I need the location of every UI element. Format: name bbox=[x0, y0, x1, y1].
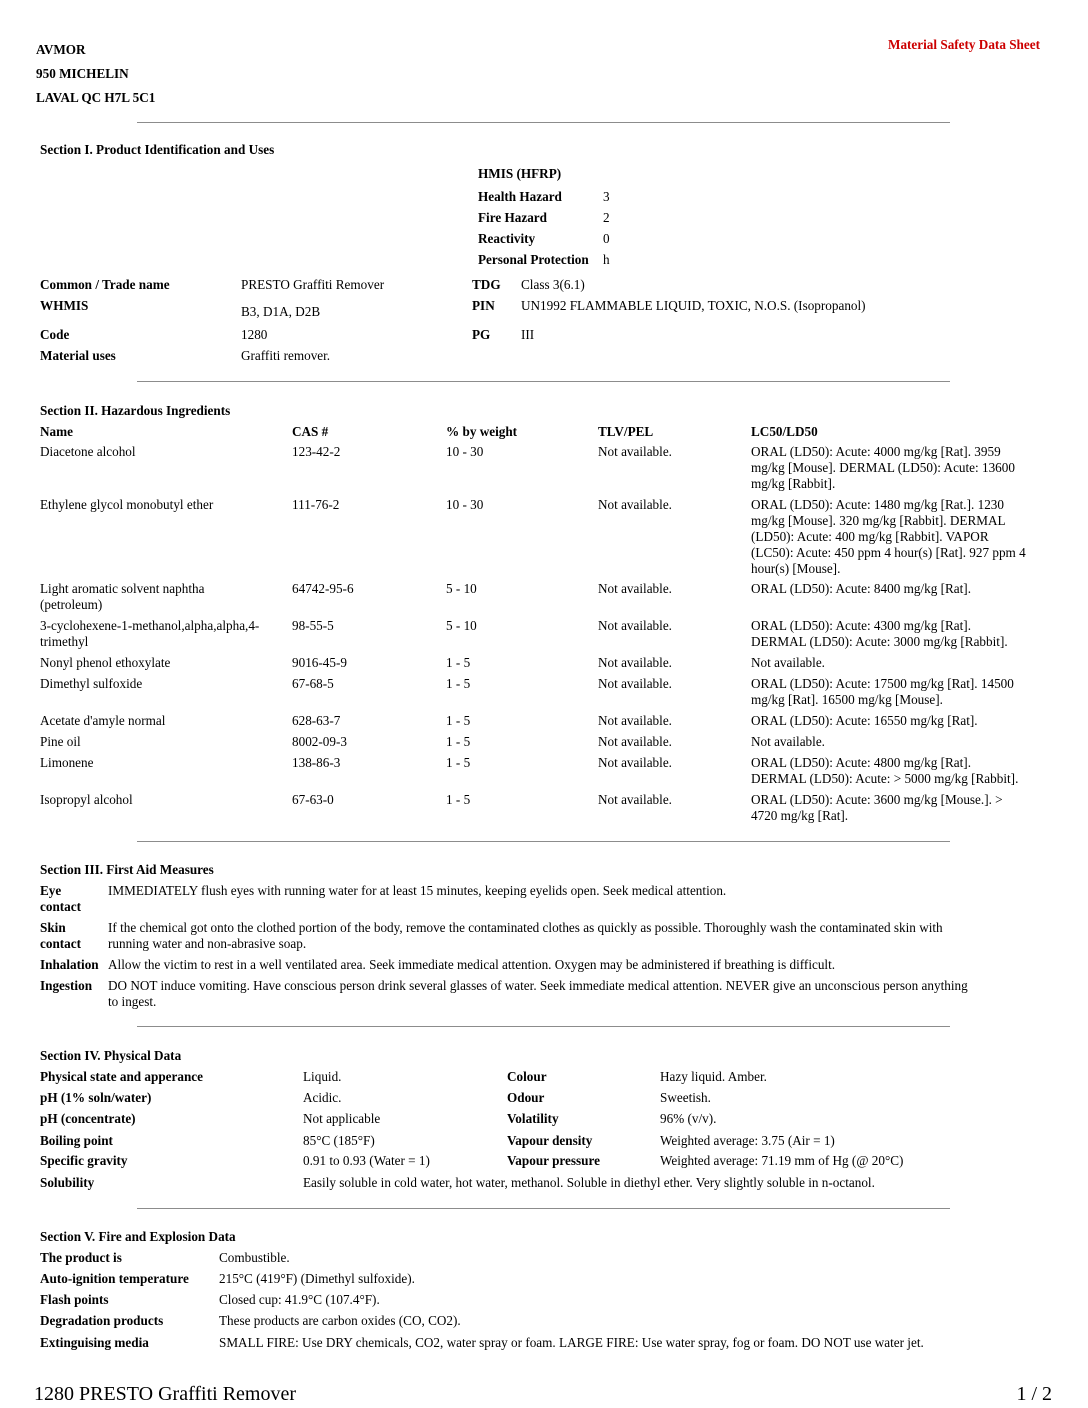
field-label: TDG bbox=[472, 277, 501, 292]
property-label: Volatility bbox=[507, 1111, 559, 1126]
section-heading: Section I. Product Identification and Uses bbox=[40, 142, 275, 157]
field-value: Graffiti remover. bbox=[241, 348, 331, 363]
first-aid-text bbox=[108, 957, 835, 973]
text-line: Nonyl phenol ethoxylate bbox=[40, 655, 171, 670]
page-number: 1 / 2 bbox=[1016, 1383, 1052, 1405]
first-aid-text bbox=[108, 978, 968, 1010]
ingredient-name bbox=[40, 734, 81, 750]
fire-value: SMALL FIRE: Use DRY chemicals, CO2, water spray or foam. LARGE FIRE: Use water spray, fog or foam. DO NOT use water jet. bbox=[219, 1335, 924, 1350]
company-city: LAVAL QC H7L 5C1 bbox=[36, 90, 156, 105]
ingredient-name bbox=[40, 792, 133, 808]
text-line: Not available. bbox=[751, 734, 825, 749]
text-line: IMMEDIATELY flush eyes with running water for at least 15 minutes, keeping eyelids open. Seek medical attention. bbox=[108, 883, 727, 898]
text-line: Inhalation bbox=[40, 957, 99, 972]
hmis-label: Health Hazard bbox=[478, 189, 562, 204]
text-line: Acetate d'amyle normal bbox=[40, 713, 166, 728]
text-line: Isopropyl alcohol bbox=[40, 792, 133, 807]
footer-product: 1280 PRESTO Graffiti Remover bbox=[34, 1383, 297, 1405]
hmis-heading: HMIS (HFRP) bbox=[478, 166, 562, 181]
text-line: contact bbox=[40, 899, 82, 914]
ingredient-lc50 bbox=[751, 581, 971, 597]
text-line: ORAL (LD50): Acute: 17500 mg/kg [Rat]. 14500 bbox=[751, 676, 1014, 691]
property-value: Sweetish. bbox=[660, 1090, 711, 1105]
property-value: Hazy liquid. Amber. bbox=[660, 1069, 767, 1084]
ingredient-name bbox=[40, 581, 204, 613]
ingredient-lc50 bbox=[751, 713, 978, 729]
text-line: DERMAL (LD50): Acute: > 5000 mg/kg [Rabbit]. bbox=[751, 771, 1019, 786]
field-value: UN1992 FLAMMABLE LIQUID, TOXIC, N.O.S. (Isopropanol) bbox=[521, 298, 866, 313]
text-line: Ingestion bbox=[40, 978, 93, 993]
text-line: mg/kg [Mouse]. DERMAL (LD50): Acute: 13600 bbox=[751, 460, 1015, 475]
column-header: Name bbox=[40, 424, 73, 439]
ingredient-tlv: Not available. bbox=[598, 713, 672, 728]
text-line: (LC50): Acute: 450 ppm 4 hour(s) [Rat]. 927 ppm 4 bbox=[751, 545, 1026, 560]
hmis-label: Fire Hazard bbox=[478, 210, 547, 225]
ingredient-tlv: Not available. bbox=[598, 655, 672, 670]
field-label: Code bbox=[40, 327, 70, 342]
fire-label: The product is bbox=[40, 1250, 122, 1265]
text-line: ORAL (LD50): Acute: 4800 mg/kg [Rat]. bbox=[751, 755, 972, 770]
property-value: 96% (v/v). bbox=[660, 1111, 717, 1126]
ingredient-name bbox=[40, 497, 213, 513]
property-label: Vapour density bbox=[507, 1133, 593, 1148]
text-line: 3-cyclohexene-1-methanol,alpha,alpha,4- bbox=[40, 618, 260, 633]
ingredient-name bbox=[40, 655, 170, 671]
property-label: pH (1% soln/water) bbox=[40, 1090, 152, 1105]
property-label: Physical state and apperance bbox=[40, 1069, 204, 1084]
ingredient-cas: 123-42-2 bbox=[292, 444, 341, 459]
text-line: 4720 mg/kg [Rat]. bbox=[751, 808, 849, 823]
ingredient-tlv: Not available. bbox=[598, 618, 672, 633]
property-label: Vapour pressure bbox=[507, 1153, 600, 1168]
field-value: PRESTO Graffiti Remover bbox=[241, 277, 385, 292]
ingredient-cas: 9016-45-9 bbox=[292, 655, 347, 670]
property-value: Acidic. bbox=[303, 1090, 342, 1105]
property-label: Colour bbox=[507, 1069, 547, 1084]
first-aid-label bbox=[40, 978, 92, 994]
text-line: If the chemical got onto the clothed portion of the body, remove the contaminated clothes as quickly as possible. Thoroughly wash the contaminated skin with bbox=[108, 920, 943, 935]
fire-value: 215°C (419°F) (Dimethyl sulfoxide). bbox=[219, 1271, 415, 1286]
property-value: Liquid. bbox=[303, 1069, 342, 1084]
text-line: Diacetone alcohol bbox=[40, 444, 136, 459]
text-line: ORAL (LD50): Acute: 4300 mg/kg [Rat]. bbox=[751, 618, 972, 633]
ingredient-cas: 64742-95-6 bbox=[292, 581, 354, 596]
ingredient-tlv: Not available. bbox=[598, 676, 672, 691]
ingredient-weight: 1 - 5 bbox=[446, 676, 471, 691]
column-header: CAS # bbox=[292, 424, 329, 439]
text-line: ORAL (LD50): Acute: 8400 mg/kg [Rat]. bbox=[751, 581, 972, 596]
ingredient-name bbox=[40, 755, 93, 771]
property-value: Weighted average: 3.75 (Air = 1) bbox=[660, 1133, 835, 1148]
text-line: Not available. bbox=[751, 655, 825, 670]
fire-value: Closed cup: 41.9°C (107.4°F). bbox=[219, 1292, 380, 1307]
ingredient-lc50 bbox=[751, 755, 1018, 787]
text-line: ORAL (LD50): Acute: 1480 mg/kg [Rat.]. 1230 bbox=[751, 497, 1004, 512]
ingredient-lc50 bbox=[751, 655, 825, 671]
divider bbox=[137, 1208, 950, 1209]
ingredient-cas: 111-76-2 bbox=[292, 497, 340, 512]
field-label: WHMIS bbox=[40, 298, 89, 313]
ingredient-lc50 bbox=[751, 444, 1015, 492]
property-label: Odour bbox=[507, 1090, 545, 1105]
company-street: 950 MICHELIN bbox=[36, 66, 129, 81]
company-name: AVMOR bbox=[36, 42, 86, 57]
text-line: ORAL (LD50): Acute: 3600 mg/kg [Mouse.]. > bbox=[751, 792, 1003, 807]
property-value: 0.91 to 0.93 (Water = 1) bbox=[303, 1153, 430, 1168]
text-line: contact bbox=[40, 936, 82, 951]
ingredient-tlv: Not available. bbox=[598, 734, 672, 749]
ingredient-weight: 5 - 10 bbox=[446, 618, 477, 633]
field-value: III bbox=[521, 327, 535, 342]
ingredient-cas: 628-63-7 bbox=[292, 713, 341, 728]
divider bbox=[137, 841, 950, 842]
section-heading: Section II. Hazardous Ingredients bbox=[40, 403, 231, 418]
text-line: mg/kg [Mouse]. 320 mg/kg [Rabbit]. DERMAL bbox=[751, 513, 1006, 528]
property-value: 85°C (185°F) bbox=[303, 1133, 375, 1148]
ingredient-cas: 67-63-0 bbox=[292, 792, 334, 807]
ingredient-tlv: Not available. bbox=[598, 755, 672, 770]
fire-label: Extinguising media bbox=[40, 1335, 149, 1350]
section-heading: Section III. First Aid Measures bbox=[40, 862, 214, 877]
ingredient-cas: 67-68-5 bbox=[292, 676, 334, 691]
hmis-label: Personal Protection bbox=[478, 252, 589, 267]
document-title: Material Safety Data Sheet bbox=[888, 37, 1040, 52]
fire-label: Auto-ignition temperature bbox=[40, 1271, 189, 1286]
ingredient-weight: 5 - 10 bbox=[446, 581, 477, 596]
ingredient-tlv: Not available. bbox=[598, 497, 672, 512]
column-header: TLV/PEL bbox=[598, 424, 654, 439]
text-line: Dimethyl sulfoxide bbox=[40, 676, 143, 691]
section-heading: Section V. Fire and Explosion Data bbox=[40, 1229, 236, 1244]
property-label: Boiling point bbox=[40, 1133, 113, 1148]
first-aid-label bbox=[40, 957, 99, 973]
text-line: mg/kg [Rabbit]. bbox=[751, 476, 836, 491]
ingredient-weight: 1 - 5 bbox=[446, 655, 471, 670]
property-label: Specific gravity bbox=[40, 1153, 128, 1168]
fire-label: Degradation products bbox=[40, 1313, 164, 1328]
ingredient-lc50 bbox=[751, 676, 1014, 708]
ingredient-tlv: Not available. bbox=[598, 581, 672, 596]
text-line: to ingest. bbox=[108, 994, 157, 1009]
first-aid-text bbox=[108, 920, 943, 952]
text-line: running water and non-abrasive soap. bbox=[108, 936, 307, 951]
text-line: Skin bbox=[40, 920, 66, 935]
divider bbox=[137, 381, 950, 382]
text-line: ORAL (LD50): Acute: 16550 mg/kg [Rat]. bbox=[751, 713, 978, 728]
first-aid-label bbox=[40, 883, 81, 915]
property-value: Easily soluble in cold water, hot water, methanol. Soluble in diethyl ether. Very slightly soluble in n-octanol. bbox=[303, 1175, 875, 1190]
ingredient-lc50 bbox=[751, 618, 1008, 650]
text-line: Pine oil bbox=[40, 734, 81, 749]
divider bbox=[137, 1026, 950, 1027]
ingredient-lc50 bbox=[751, 792, 1003, 824]
text-line: DERMAL (LD50): Acute: 3000 mg/kg [Rabbit]. bbox=[751, 634, 1008, 649]
ingredient-name bbox=[40, 713, 165, 729]
text-line: (petroleum) bbox=[40, 597, 103, 612]
fire-value: These products are carbon oxides (CO, CO2). bbox=[219, 1313, 461, 1328]
ingredient-cas: 138-86-3 bbox=[292, 755, 341, 770]
text-line: hour(s) [Mouse]. bbox=[751, 561, 841, 576]
divider bbox=[137, 122, 950, 123]
text-line: Ethylene glycol monobutyl ether bbox=[40, 497, 214, 512]
hmis-value: h bbox=[603, 252, 610, 267]
column-header: % by weight bbox=[446, 424, 518, 439]
property-label: Solubility bbox=[40, 1175, 95, 1190]
ingredient-name bbox=[40, 676, 142, 692]
ingredient-cas: 8002-09-3 bbox=[292, 734, 347, 749]
first-aid-label bbox=[40, 920, 81, 952]
field-label: PG bbox=[472, 327, 491, 342]
field-value: 1280 bbox=[241, 327, 268, 342]
field-value: B3, D1A, D2B bbox=[241, 304, 321, 319]
ingredient-tlv: Not available. bbox=[598, 444, 672, 459]
text-line: Light aromatic solvent naphtha bbox=[40, 581, 205, 596]
ingredient-weight: 1 - 5 bbox=[446, 734, 471, 749]
text-line: Eye bbox=[40, 883, 62, 898]
property-value: Not applicable bbox=[303, 1111, 381, 1126]
property-value: Weighted average: 71.19 mm of Hg (@ 20°C) bbox=[660, 1153, 904, 1168]
field-label: PIN bbox=[472, 298, 495, 313]
hmis-value: 0 bbox=[603, 231, 610, 246]
ingredient-weight: 1 - 5 bbox=[446, 755, 471, 770]
field-label: Material uses bbox=[40, 348, 116, 363]
text-line: DO NOT induce vomiting. Have conscious person drink several glasses of water. Seek immediate medical attention. NEVER give an unconscious person anything bbox=[108, 978, 968, 993]
text-line: mg/kg [Rat]. 16500 mg/kg [Mouse]. bbox=[751, 692, 943, 707]
field-label: Common / Trade name bbox=[40, 277, 170, 292]
first-aid-text bbox=[108, 883, 726, 899]
ingredient-weight: 10 - 30 bbox=[446, 444, 484, 459]
fire-value: Combustible. bbox=[219, 1250, 290, 1265]
ingredient-lc50 bbox=[751, 734, 825, 750]
text-line: (LD50): Acute: 400 mg/kg [Rabbit]. VAPOR bbox=[751, 529, 989, 544]
ingredient-weight: 1 - 5 bbox=[446, 713, 471, 728]
text-line: trimethyl bbox=[40, 634, 89, 649]
ingredient-lc50 bbox=[751, 497, 1026, 577]
ingredient-name bbox=[40, 618, 259, 650]
hmis-label: Reactivity bbox=[478, 231, 536, 246]
text-line: Allow the victim to rest in a well ventilated area. Seek immediate medical attention. Oxygen may be administered if breathing is difficult. bbox=[108, 957, 836, 972]
ingredient-name bbox=[40, 444, 136, 460]
text-line: Limonene bbox=[40, 755, 94, 770]
property-label: pH (concentrate) bbox=[40, 1111, 136, 1126]
ingredient-weight: 10 - 30 bbox=[446, 497, 484, 512]
ingredient-cas: 98-55-5 bbox=[292, 618, 334, 633]
ingredient-weight: 1 - 5 bbox=[446, 792, 471, 807]
fire-label: Flash points bbox=[40, 1292, 109, 1307]
hmis-value: 2 bbox=[603, 210, 610, 225]
ingredient-tlv: Not available. bbox=[598, 792, 672, 807]
hmis-value: 3 bbox=[603, 189, 610, 204]
text-line: ORAL (LD50): Acute: 4000 mg/kg [Rat]. 3959 bbox=[751, 444, 1001, 459]
field-value: Class 3(6.1) bbox=[521, 277, 585, 292]
column-header: LC50/LD50 bbox=[751, 424, 818, 439]
section-heading: Section IV. Physical Data bbox=[40, 1048, 182, 1063]
